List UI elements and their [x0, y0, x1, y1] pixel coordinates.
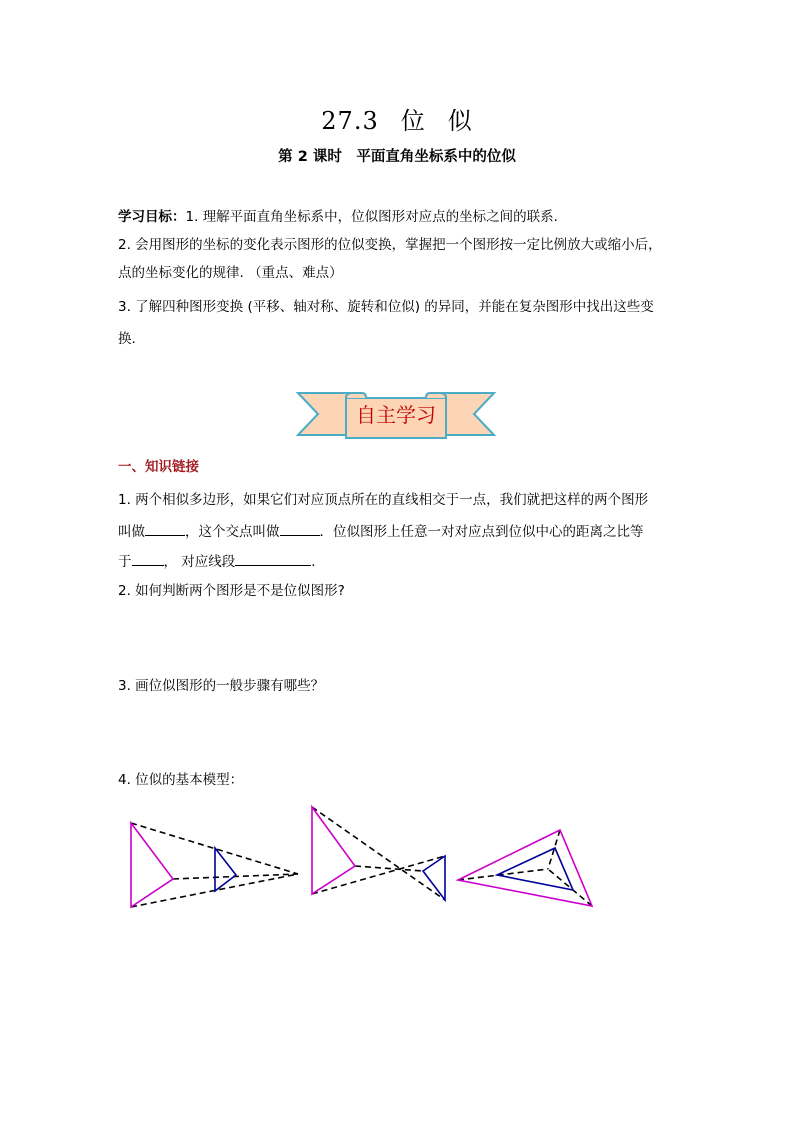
- title-char-2: 似: [447, 107, 473, 135]
- q1-text-b: ，这个交点叫做: [185, 524, 280, 540]
- question-3: 3. 画位似图形的一般步骤有哪些？: [118, 678, 325, 694]
- objective-line-2: 2. 会用图形的坐标的变化表示图形的位似变换，掌握把一个图形按一定比例放大或缩小后，: [118, 237, 662, 253]
- q1-text-e: ， 对应线段: [163, 554, 236, 570]
- question-1-line-1: 1. 两个相似多边形，如果它们对应顶点所在的直线相交于一点，我们就把这样的两个图形: [118, 492, 649, 508]
- model-same-side: [131, 823, 298, 907]
- section-number: 27.3: [321, 107, 379, 135]
- q1-text-d: 于: [118, 554, 132, 570]
- question-2: 2. 如何判断两个图形是不是位似图形?: [118, 583, 345, 599]
- q1-text-a: 叫做: [118, 524, 145, 540]
- model-nested: [458, 830, 592, 906]
- objective-line-3: 点的坐标变化的规律. （重点、难点）: [118, 265, 343, 281]
- section-heading: 一、知识链接: [118, 459, 199, 475]
- title-char-1: 位: [400, 107, 426, 135]
- objective-line-4: 3. 了解四种图形变换 (平移、轴对称、旋转和位似) 的异同，并能在复杂图形中找出这些变: [118, 299, 654, 315]
- q1-text-c: ．位似图形上任意一对对应点到位似中心的距离之比等: [319, 524, 644, 540]
- model-opposite-side: [312, 807, 445, 900]
- objectives-label: 学习目标：: [118, 209, 186, 225]
- question-4: 4. 位似的基本模型：: [118, 772, 244, 788]
- objective-line-5: 换.: [118, 331, 136, 347]
- lesson-subtitle: 第 2 课时 平面直角坐标系中的位似: [278, 149, 516, 165]
- objective-text: 1. 理解平面直角坐标系中，位似图形对应点的坐标之间的联系．: [185, 209, 568, 225]
- q1-text-f: .: [311, 554, 316, 570]
- banner-label: 自主学习: [356, 403, 436, 427]
